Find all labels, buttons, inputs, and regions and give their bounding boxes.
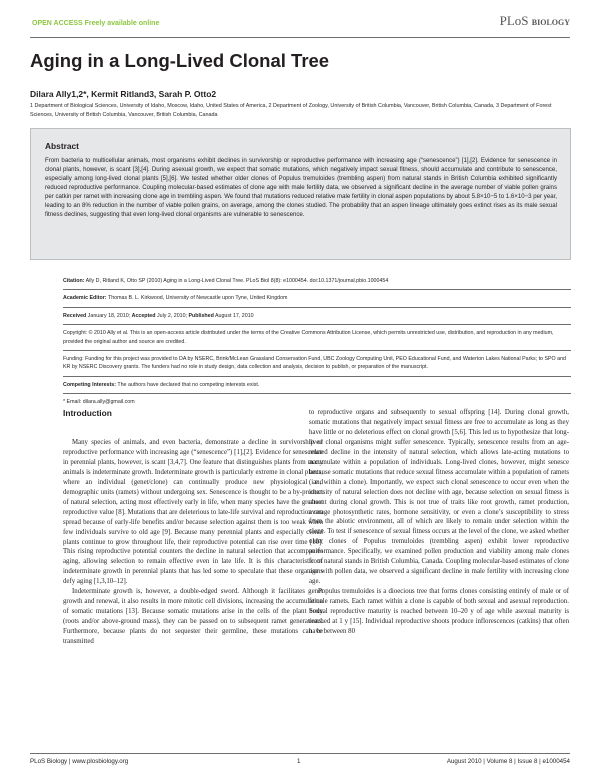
meta-rule [63, 376, 571, 377]
meta-rule [63, 350, 571, 351]
abstract-heading: Abstract [45, 141, 79, 151]
body-paragraph: Indeterminate growth is, however, a double-edged sword. Although it facilitates genet growth and renewal, it also results in more mitotic cell divisions, increasing the accumulation of somatic mutations [13]. Because somatic mutations arise in the cells of the plant body (roots and/or above-ground mass), they can be passed on to subsequent ramet generations. Furthermore, because plants do not sequester their germline, these mutations can be transmitted [63, 588, 323, 646]
corresponding-email[interactable]: * Email: dilara.ally@gmail.com [63, 399, 135, 406]
author-list: Dilara Ally1,2*, Kermit Ritland3, Sarah P. Otto2 [30, 89, 217, 99]
body-paragraph: to reproductive organs and subsequently to sexual offspring [14]. During clonal growth, somatic mutations that negatively impact sexual fitness are free to accumulate as long as they have little or no deleterious effect on clonal growth [5,6]. This led us to hypothesize that long-lived clonal organisms might suffer senescence. Typically, senescence results from an age-related decline in the intensity of natural selection, which allows late-acting mutations to accumulate within a population of individuals. Long-lived clones, however, might senesce because somatic mutations that reduce sexual fitness accumulate within a population of ramets (i.e., within a clone). Importantly, we expect such clonal senescence to occur even when the intensity of natural selection does not decline with age, because selection on sexual fitness is absent during clonal growth. This is not true of traits like root growth, ramet production, average photosynthetic rates, hormone sensitivity, or even a clone’s susceptibility to stress from the abiotic environment, all of which are likely to remain under selection within the clone. To test if senescence of sexual fitness occurs at the level of the clone, we asked whether older clones of Populus tremuloides (trembling aspen) exhibit lower reproductive performance. Specifically, we examined pollen production and viability among male clones from natural stands in British Columbia, Canada. Coupling molecular-based estimates of clone age with pollen data, we observed a significant decline in male fertility with increasing clone age. [309, 409, 569, 586]
funding: Funding: Funding for this project was provided to DA by NSERC, Brink/McLean Grassland Conservation Fund, UBC Zoology Computing Unit, PEO Educational Fund, and Waterton Lakes National Parks; to SPO and KR by NSERC Discovery grants. The funders had no role in study design, data collection and analysis, decision to publish, or preparation of the manuscript. [63, 356, 566, 371]
accepted-date: July 2, 2010; [156, 312, 188, 319]
article-title: Aging in a Long-Lived Clonal Tree [30, 50, 330, 71]
citation-label: Citation: [63, 278, 85, 284]
received-date: January 18, 2010; [87, 312, 131, 319]
competing-label: Competing Interests: [63, 381, 116, 388]
meta-rule [63, 289, 571, 290]
footer-rule [30, 753, 570, 754]
article-metadata [63, 277, 571, 407]
body-column-right [309, 408, 569, 637]
competing-interests: The authors have declared that no competing interests exist. [117, 381, 260, 388]
citation: Ally D, Ritland K, Otto SP (2010) Aging in a Long-Lived Clonal Tree. PLoS Biol 8(8): e1000454. doi:10.1371/journal.pbio.1000454 [85, 278, 389, 284]
footer-journal-site[interactable]: PLoS Biology | www.plosbiology.org [30, 758, 129, 765]
affiliations: 1 Department of Biological Sciences, University of Idaho, Moscow, Idaho, United States of America, 2 Department of Zoology, University of British Columbia, Vancouver, British Columbia, Canada, 3 Department of Forest Sciences, University of British Columbia, Vancouver, British Columbia, Canada [30, 103, 552, 118]
abstract-text: From bacteria to multicellular animals, most organisms exhibit declines in survivorship or reproductive performance with increasing age (“senescence”) [1],[2]. Evidence for senescence in clonal plants, however, is scant [3],[4]. During asexual growth, we expect that somatic mutations, which negatively impact sexual fitness, should accumulate and contribute to senescence, especially among long-lived clonal plants [5],[6]. We tested whether older clones of Populus tremuloides (trembling aspen) from natural stands in British Columbia exhibited significantly reduced reproductive performance. Coupling molecular-based estimates of clone age with male fertility data, we observed a significant decline in the average number of viable pollen grains per catkin per ramet with increasing clone age in trembling aspen. We found that mutations reduced relative male fertility in clonal aspen populations by about 5.8×10−5 to 1.6×10−3 per year, leading to an 8% reduction in the number of viable pollen grains, on average, among the clones studied. The probability that an aspen lineage ultimately goes extinct rises as its male sexual fitness declines, suggesting that even long-lived clonal organisms are vulnerable to senescence. [45, 157, 557, 218]
body-paragraph: Populus tremuloides is a dioecious tree that forms clones consisting entirely of male or of female ramets. Each ramet within a clone is capable of both sexual and asexual reproduction. Sexual reproductive maturity is reached between 10–20 y of age while asexual maturity is reached at 1 y [15]. Individual reproductive shoots produce inflorescences (catkins) that often have between 80 [309, 588, 569, 635]
journal-logo-sub: BIOLOGY [531, 18, 570, 27]
introduction-heading: Introduction [63, 408, 112, 418]
abstract-box [30, 128, 571, 260]
accepted-label: Accepted [131, 312, 156, 319]
academic-editor: Thomas B. L. Kirkwood, University of Newcastle upon Tyne, United Kingdom [107, 295, 288, 302]
header-rule [30, 37, 570, 38]
published-label: Published [188, 312, 214, 319]
journal-logo [500, 13, 570, 29]
journal-logo-main: PLoS [499, 13, 529, 28]
open-access-banner: OPEN ACCESS Freely available online [32, 20, 160, 27]
received-label: Received [63, 312, 87, 319]
body-column-left [63, 438, 323, 647]
meta-rule [63, 307, 571, 308]
published-date: August 17, 2010 [215, 312, 254, 319]
body-paragraph: Many species of animals, and even bacteria, demonstrate a decline in survivorship or reproductive performance with increasing age (“senescence”) [1],[2]. Evidence for senescence in perennial plants, however, is scant [3,4,7]. One feature that distinguishes plants from many animals is indeterminate growth. Indeterminate growth is particularly extreme in clonal plants, where an individual (genet/clone) can continually produce new physiological and demographic units (ramets) without undergoing sex. Senescence is thought to be a by-product of natural selection, acting most effectively early in life, when many species have the greatest reproductive value [8]. Mutations that are deleterious to late-life survival and reproduction can spread because of early-life benefits and/or because selection against them is too weak when few individuals survive to old age [9]. Because many perennial plants and especially clonal plants continue to grow throughout life, their reproductive potential can rise over time [10]. This rising reproductive potential counters the decline in natural selection that accompanies aging, allowing selection to remain effective even in late life. It is this characteristic of indeterminate growth in perennial plants that has led some to speculate that these organisms defy aging [1,3,10–12]. [63, 439, 323, 586]
meta-rule [63, 393, 571, 394]
footer-page-number: 1 [297, 758, 301, 765]
editor-label: Academic Editor: [63, 295, 107, 302]
footer-issue: August 2010 | Volume 8 | Issue 8 | e1000454 [446, 758, 570, 765]
meta-rule [63, 324, 571, 325]
copyright: Copyright: © 2010 Ally et al. This is an open-access article distributed under the terms of the Creative Commons Attribution License, which permits unrestricted use, distribution, and reproduction in any medium, provided the original author and source are credited. [63, 330, 554, 345]
